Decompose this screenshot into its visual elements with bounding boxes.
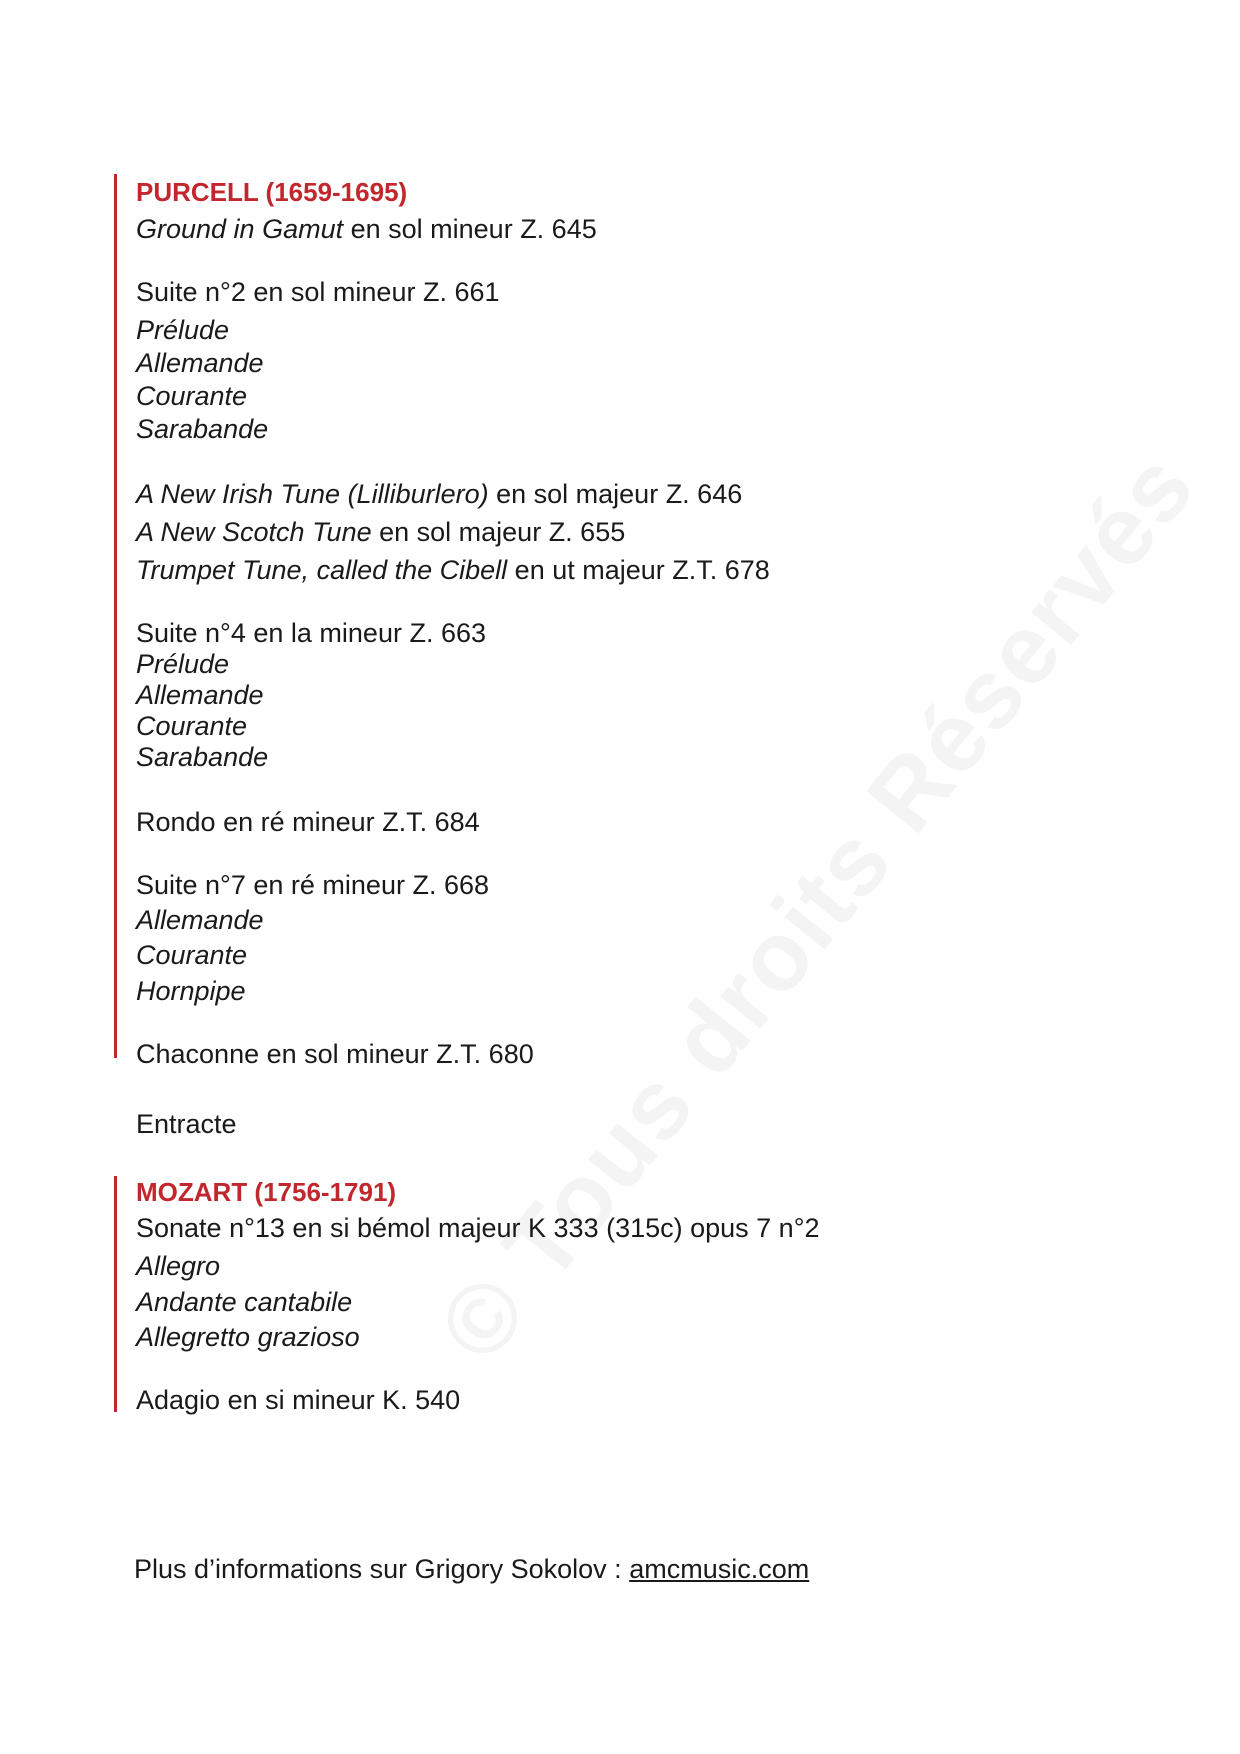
work-adagio: Adagio en si mineur K. 540 [136, 1385, 461, 1415]
website-link[interactable]: amcmusic.com [629, 1554, 810, 1584]
work-ground-in-gamut [136, 211, 597, 248]
intermission: Entracte [136, 1109, 237, 1139]
work-suite-2: Suite n°2 en sol mineur Z. 661 [136, 277, 500, 307]
work-title: Ground in Gamut [136, 214, 344, 244]
work-title: A New Irish Tune (Lilliburlero) [136, 479, 489, 509]
work-suite-7: Suite n°7 en ré mineur Z. 668 [136, 870, 489, 900]
footer-text: Plus d’informations sur Grigory Sokolov : [134, 1554, 630, 1584]
movement: Allegretto grazioso [136, 1322, 360, 1352]
movement: Allemande [136, 905, 264, 935]
work-chaconne: Chaconne en sol mineur Z.T. 680 [136, 1039, 534, 1069]
movement: Andante cantabile [136, 1287, 353, 1317]
mozart-section-bar [114, 1176, 117, 1412]
movement: Sarabande [136, 414, 269, 444]
movement: Prélude [136, 315, 230, 345]
footer [134, 1554, 809, 1585]
purcell-section-bar [114, 174, 117, 1058]
work-key: en sol majeur Z. 646 [488, 479, 743, 509]
work-title: Trumpet Tune, called the Cibell [136, 555, 508, 585]
movement: Sarabande [136, 742, 269, 772]
work-irish-tune [136, 476, 742, 513]
work-key: en sol majeur Z. 655 [371, 517, 626, 547]
work-key: en ut majeur Z.T. 678 [507, 555, 770, 585]
movement: Allegro [136, 1251, 221, 1281]
work-scotch-tune [136, 514, 625, 551]
work-sonata-13: Sonate n°13 en si bémol majeur K 333 (315c) opus 7 n°2 [136, 1213, 820, 1243]
work-rondo: Rondo en ré mineur Z.T. 684 [136, 807, 480, 837]
composer-mozart: MOZART (1756-1791) [136, 1177, 397, 1207]
work-title: A New Scotch Tune [136, 517, 372, 547]
movement: Allemande [136, 348, 264, 378]
movement: Courante [136, 381, 248, 411]
work-suite-4: Suite n°4 en la mineur Z. 663 [136, 618, 486, 648]
work-trumpet-tune [136, 552, 770, 589]
movement: Courante [136, 711, 248, 741]
movement: Prélude [136, 649, 230, 679]
movement: Hornpipe [136, 976, 246, 1006]
composer-purcell: PURCELL (1659-1695) [136, 177, 408, 207]
movement: Courante [136, 940, 248, 970]
work-key: en sol mineur Z. 645 [343, 214, 597, 244]
movement: Allemande [136, 680, 264, 710]
